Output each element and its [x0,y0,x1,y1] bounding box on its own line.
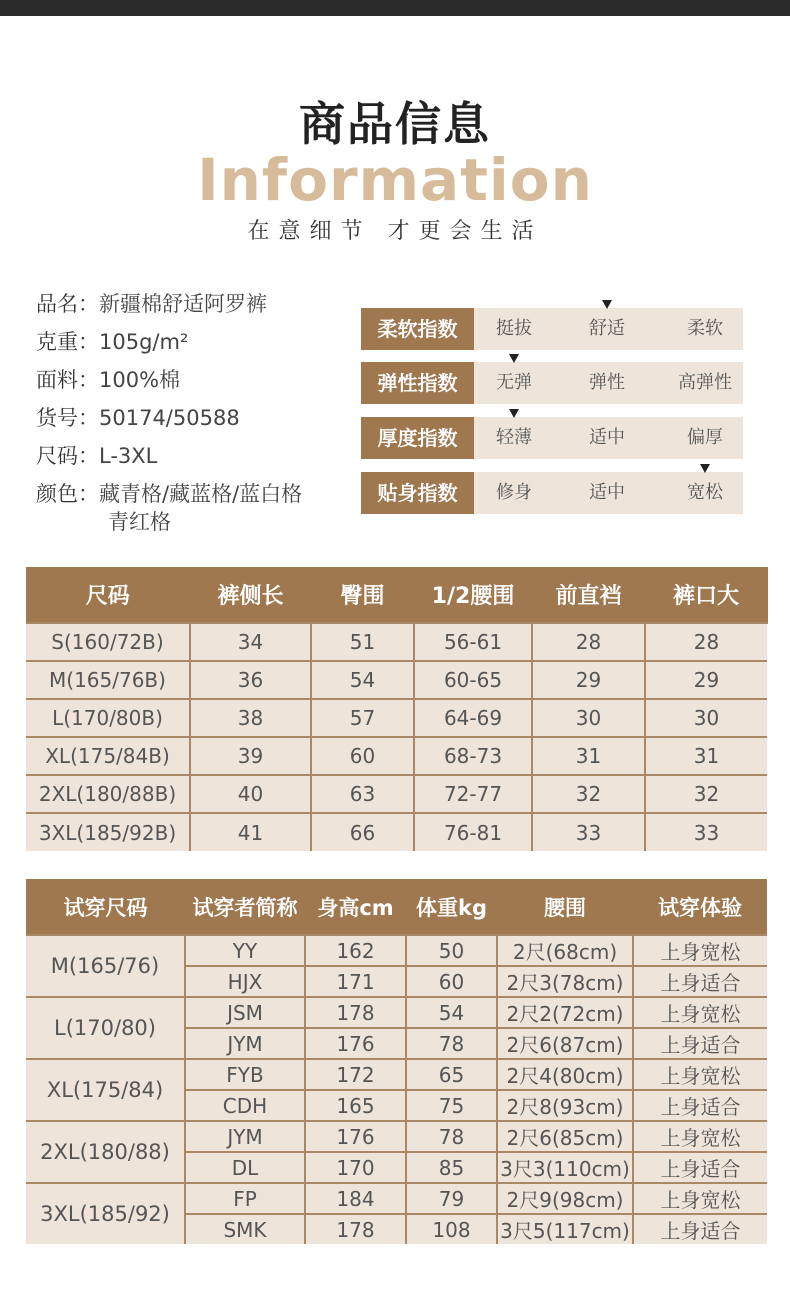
index-option: 高弹性 [678,372,732,393]
table-row [26,813,767,851]
table-cell: 上身适合 [633,1090,767,1121]
table-cell: 28 [532,623,645,661]
table-cell: JYM [185,1028,305,1059]
spec-row [36,402,240,432]
spec-key: 品名： [36,292,99,316]
spec-row [36,326,188,356]
table-cell: FP [185,1183,305,1214]
table-cell: 38 [190,699,311,737]
table-cell: 54 [406,997,497,1028]
size-table-header-cell: 裤侧长 [190,567,311,623]
trial-table-header-cell: 试穿体验 [633,879,767,935]
table-cell: 32 [532,775,645,813]
table-cell: JSM [185,997,305,1028]
table-cell: 85 [406,1152,497,1183]
table-cell: SMK [185,1214,305,1244]
trial-table-header-cell: 身高cm [305,879,406,935]
spec-row [36,288,267,318]
size-table-header-cell: 1/2腰围 [414,567,532,623]
table-cell: 50 [406,935,497,966]
table-cell: 33 [532,813,645,851]
index-option: 宽松 [687,482,723,503]
page-title: 商品信息 [299,97,491,151]
table-cell: 29 [532,661,645,699]
size-table-header [26,567,767,623]
index-label: 弹性指数 [361,362,474,404]
table-cell: DL [185,1152,305,1183]
index-row [361,472,743,514]
table-cell: HJX [185,966,305,997]
spec-value: L-3XL [99,444,158,468]
size-table-header-cell: 尺码 [26,567,190,623]
index-marker-icon [509,409,519,418]
table-cell: 54 [311,661,414,699]
index-option: 适中 [589,482,625,503]
spec-row [36,478,302,508]
table-cell: 30 [645,699,767,737]
table-cell: 60 [311,737,414,775]
table-cell: 上身适合 [633,1152,767,1183]
table-cell: 79 [406,1183,497,1214]
table-cell: 上身宽松 [633,997,767,1028]
table-row [26,935,767,966]
table-cell: 2尺8(93cm) [497,1090,633,1121]
table-cell: 2尺2(72cm) [497,997,633,1028]
table-cell: 170 [305,1152,406,1183]
spec-row [36,440,157,470]
table-cell: 51 [311,623,414,661]
index-option: 无弹 [496,372,532,393]
table-row [26,661,767,699]
table-row [26,699,767,737]
size-table-header-cell: 裤口大 [645,567,767,623]
table-cell: 66 [311,813,414,851]
table-cell: 34 [190,623,311,661]
table-cell: 上身宽松 [633,1059,767,1090]
table-cell: 3尺3(110cm) [497,1152,633,1183]
trial-table [26,879,767,1244]
table-cell: 2尺3(78cm) [497,966,633,997]
table-row [26,997,767,1028]
table-cell: 36 [190,661,311,699]
table-row [26,1121,767,1152]
table-cell: 64-69 [414,699,532,737]
table-cell: 60-65 [414,661,532,699]
table-cell: 176 [305,1121,406,1152]
table-cell: L(170/80B) [26,699,190,737]
trial-size-cell: L(170/80) [26,997,185,1059]
spec-key: 尺码： [36,444,99,468]
index-option: 舒适 [589,318,625,339]
table-cell: 31 [532,737,645,775]
page-subtitle: 在意细节 才更会生活 [247,219,543,244]
table-cell: 2尺4(80cm) [497,1059,633,1090]
trial-table-header [26,879,767,935]
table-cell: 172 [305,1059,406,1090]
index-marker-icon [700,464,710,473]
index-option: 偏厚 [687,427,723,448]
table-cell: 60 [406,966,497,997]
table-cell: 75 [406,1090,497,1121]
table-cell: 56-61 [414,623,532,661]
table-cell: 178 [305,1214,406,1244]
table-cell: 2XL(180/88B) [26,775,190,813]
index-option: 适中 [589,427,625,448]
index-row [361,308,743,350]
table-cell: 28 [645,623,767,661]
table-cell: 72-77 [414,775,532,813]
index-marker-icon [509,354,519,363]
trial-size-cell: 2XL(180/88) [26,1121,185,1183]
table-cell: 162 [305,935,406,966]
table-cell: XL(175/84B) [26,737,190,775]
table-cell: 76-81 [414,813,532,851]
table-cell: FYB [185,1059,305,1090]
index-label: 贴身指数 [361,472,474,514]
trial-table-header-cell: 腰围 [497,879,633,935]
table-cell: 2尺(68cm) [497,935,633,966]
table-cell: 2尺6(85cm) [497,1121,633,1152]
table-cell: 30 [532,699,645,737]
spec-key: 颜色： [36,482,99,506]
spec-key: 克重： [36,330,99,354]
index-label: 柔软指数 [361,308,474,350]
index-row [361,362,743,404]
table-row [26,775,767,813]
index-row [361,417,743,459]
size-table [26,567,768,851]
spec-value: 新疆棉舒适阿罗裤 [99,292,267,316]
table-cell: 41 [190,813,311,851]
index-label: 厚度指数 [361,417,474,459]
table-cell: M(165/76B) [26,661,190,699]
trial-table-header-cell: 试穿尺码 [26,879,185,935]
table-cell: JYM [185,1121,305,1152]
table-cell: 57 [311,699,414,737]
table-row [26,1183,767,1214]
spec-value: 100%棉 [99,368,181,392]
table-cell: 68-73 [414,737,532,775]
table-cell: 184 [305,1183,406,1214]
table-cell: 165 [305,1090,406,1121]
trial-size-cell: M(165/76) [26,935,185,997]
table-cell: CDH [185,1090,305,1121]
table-cell: 3尺5(117cm) [497,1214,633,1244]
table-cell: 29 [645,661,767,699]
table-cell: YY [185,935,305,966]
table-cell: 40 [190,775,311,813]
index-option: 弹性 [589,372,625,393]
table-cell: 上身适合 [633,966,767,997]
table-cell: 31 [645,737,767,775]
table-cell: 78 [406,1121,497,1152]
table-row [26,623,767,661]
trial-size-cell: 3XL(185/92) [26,1183,185,1244]
spec-value: 105g/m² [99,330,189,354]
table-cell: 65 [406,1059,497,1090]
size-table-header-cell: 臀围 [311,567,414,623]
table-cell: 33 [645,813,767,851]
table-cell: 2尺9(98cm) [497,1183,633,1214]
table-cell: 108 [406,1214,497,1244]
trial-size-cell: XL(175/84) [26,1059,185,1121]
spec-key: 货号： [36,406,99,430]
index-option: 轻薄 [496,427,532,448]
table-cell: 171 [305,966,406,997]
table-cell: 63 [311,775,414,813]
trial-table-header-cell: 试穿者简称 [185,879,305,935]
spec-row [36,364,180,394]
table-cell: 2尺6(87cm) [497,1028,633,1059]
table-row [26,737,767,775]
table-cell: 78 [406,1028,497,1059]
size-table-header-cell: 前直裆 [532,567,645,623]
spec-value: 藏青格/藏蓝格/蓝白格 [99,482,303,506]
table-row [26,1059,767,1090]
table-cell: 上身宽松 [633,1183,767,1214]
table-cell: 上身适合 [633,1028,767,1059]
trial-table-header-cell: 体重kg [406,879,497,935]
table-cell: 上身宽松 [633,935,767,966]
table-cell: 上身适合 [633,1214,767,1244]
index-option: 修身 [496,482,532,503]
table-cell: 176 [305,1028,406,1059]
table-cell: 上身宽松 [633,1121,767,1152]
spec-value: 50174/50588 [99,406,240,430]
index-option: 柔软 [687,318,723,339]
spec-key: 面料： [36,368,99,392]
top-bar [0,0,790,16]
page-title-english: Information [197,146,593,214]
table-cell: 3XL(185/92B) [26,813,190,851]
index-marker-icon [602,300,612,309]
index-option: 挺拔 [496,318,532,339]
table-cell: 39 [190,737,311,775]
table-cell: S(160/72B) [26,623,190,661]
spec-color-line2: 青红格 [108,510,171,534]
table-cell: 32 [645,775,767,813]
table-cell: 178 [305,997,406,1028]
